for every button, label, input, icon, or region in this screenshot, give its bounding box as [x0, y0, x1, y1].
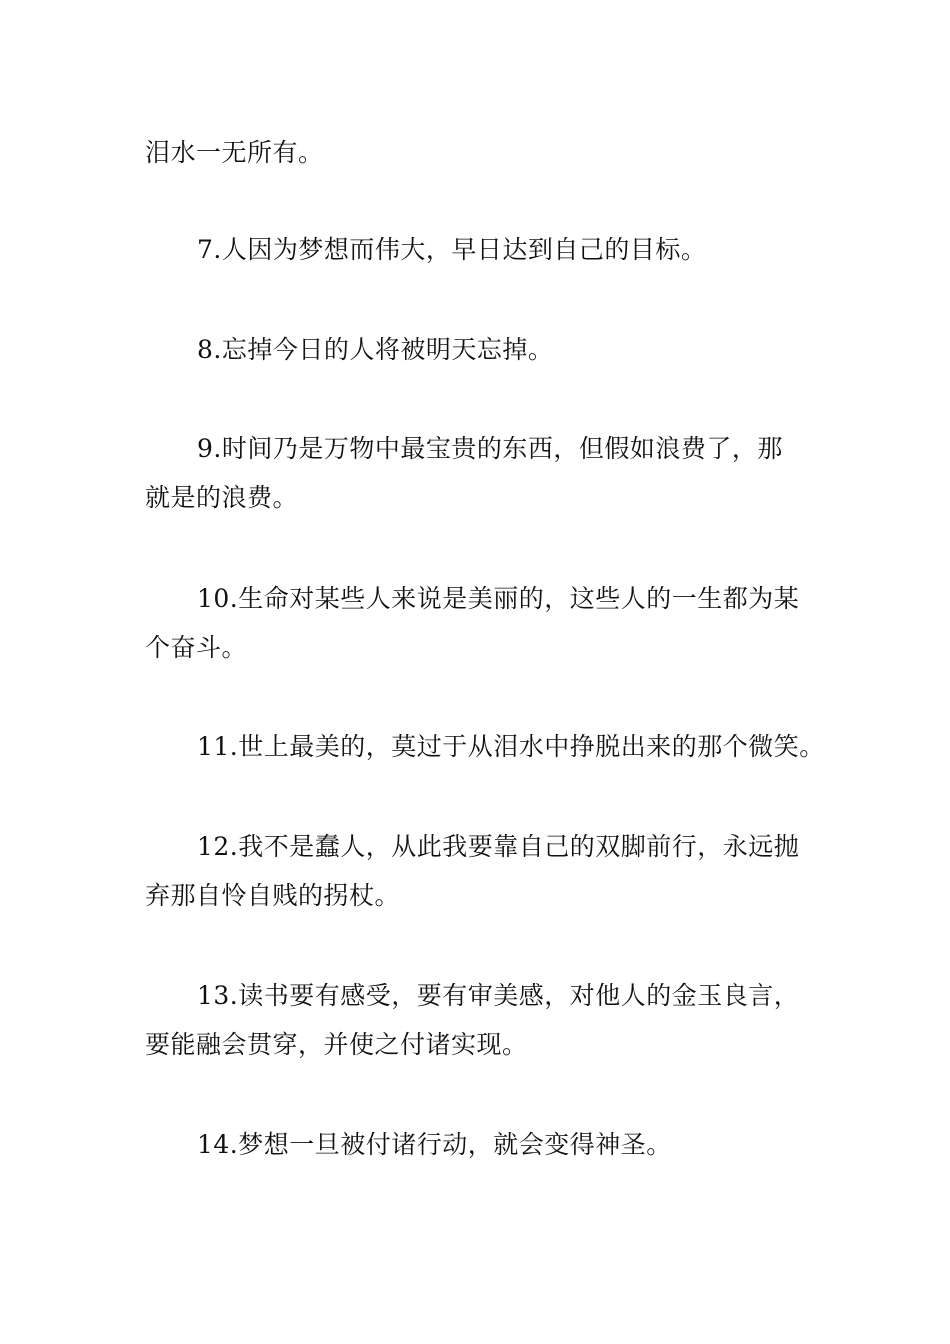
text-line: 弃那自怜自贱的拐杖。	[145, 881, 401, 910]
paragraph-item-12	[145, 822, 815, 920]
paragraph-item-13	[145, 971, 815, 1069]
text-line: 个奋斗。	[145, 633, 248, 662]
text-line: 9.时间乃是万物中最宝贵的东西，但假如浪费了，那	[197, 434, 783, 463]
text-line: 就是的浪费。	[145, 483, 299, 512]
paragraph-item-10	[145, 574, 815, 672]
text-line: 14.梦想一旦被付诸行动，就会变得神圣。	[197, 1130, 672, 1159]
text-line: 8.忘掉今日的人将被明天忘掉。	[197, 335, 554, 364]
text-line: 要能融会贯穿，并使之付诸实现。	[145, 1030, 528, 1059]
paragraph-item-8	[145, 325, 815, 374]
text-line: 11.世上最美的，莫过于从泪水中挣脱出来的那个微笑。	[197, 732, 825, 761]
paragraph-item-9	[145, 424, 815, 522]
paragraph-item-11	[145, 722, 825, 771]
paragraph-item-14	[145, 1120, 815, 1169]
text-line: 7.人因为梦想而伟大，早日达到自己的目标。	[197, 235, 707, 264]
text-line: 13.读书要有感受，要有审美感，对他人的金玉良言，	[197, 981, 800, 1010]
paragraph-item-7	[145, 225, 815, 274]
text-line: 泪水一无所有。	[145, 138, 324, 167]
paragraph-continuation	[145, 128, 815, 177]
text-line: 10.生命对某些人来说是美丽的，这些人的一生都为某	[197, 584, 800, 613]
text-line: 12.我不是蠢人，从此我要靠自己的双脚前行，永远抛	[197, 832, 800, 861]
